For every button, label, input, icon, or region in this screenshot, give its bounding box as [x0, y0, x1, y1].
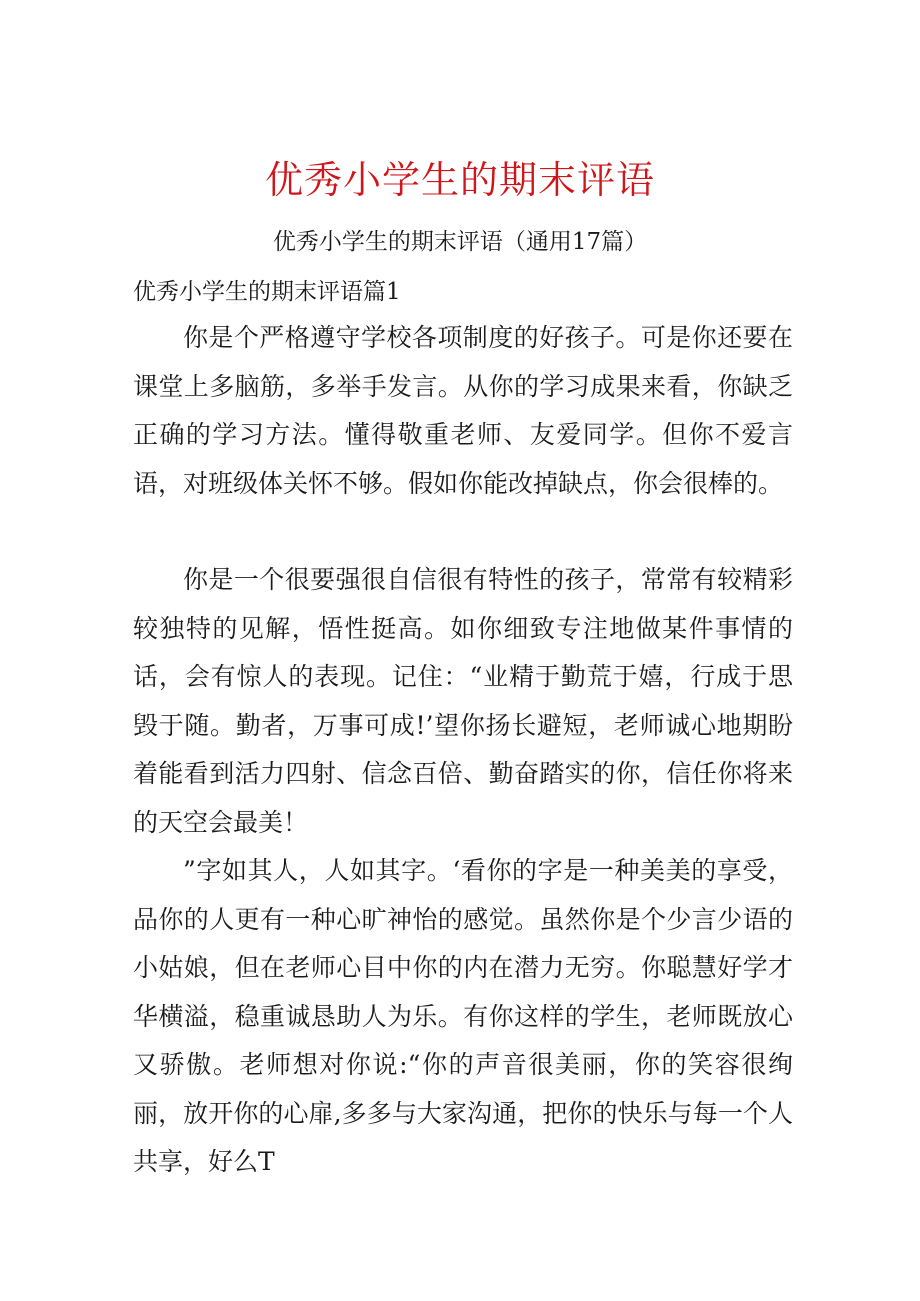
- paragraph: 你是一个很要强很自信很有特性的孩子，常常有较精彩较独特的见解，悟性挺高。如你细致专注地做某件事情的话，会有惊人的表现。记住：“业精于勤荒于嬉，行成于思毁于随。勤者，万事可成!’望你扬长避短，老师诚心地期盼着能看到活力四射、信念百倍、勤奋踏实的你，信任你将来的天空会最美！: [133, 565, 793, 837]
- paragraph: 你是个严格遵守学校各项制度的好孩子。可是你还要在课堂上多脑筋，多举手发言。从你的学习成果来看，你缺乏正确的学习方法。懂得敬重老师、友爱同学。但你不爱言语，对班级体关怀不够。假如你能改掉缺点，你会很棒的。: [133, 323, 793, 498]
- document-subtitle: 优秀小学生的期末评语（通用17篇）: [272, 229, 648, 255]
- document-body: [133, 314, 793, 1187]
- paragraph: ”字如其人，人如其字。‘看你的字是一种美美的享受，品你的人更有一种心旷神怡的感觉。虽然你是个少言少语的小姑娘，但在老师心目中你的内在潜力无穷。你聪慧好学才华横溢，稳重诚恳助人为乐。有你这样的学生，老师既放心又骄傲。老师想对你说:“你的声音很美丽，你的笑容很绚丽，放开你的心扉,多多与大家沟通，把你的快乐与每一个人共享，好么T: [133, 856, 793, 1176]
- section-heading: 优秀小学生的期末评语篇1: [133, 279, 401, 305]
- document-title: 优秀小学生的期末评语: [264, 158, 655, 202]
